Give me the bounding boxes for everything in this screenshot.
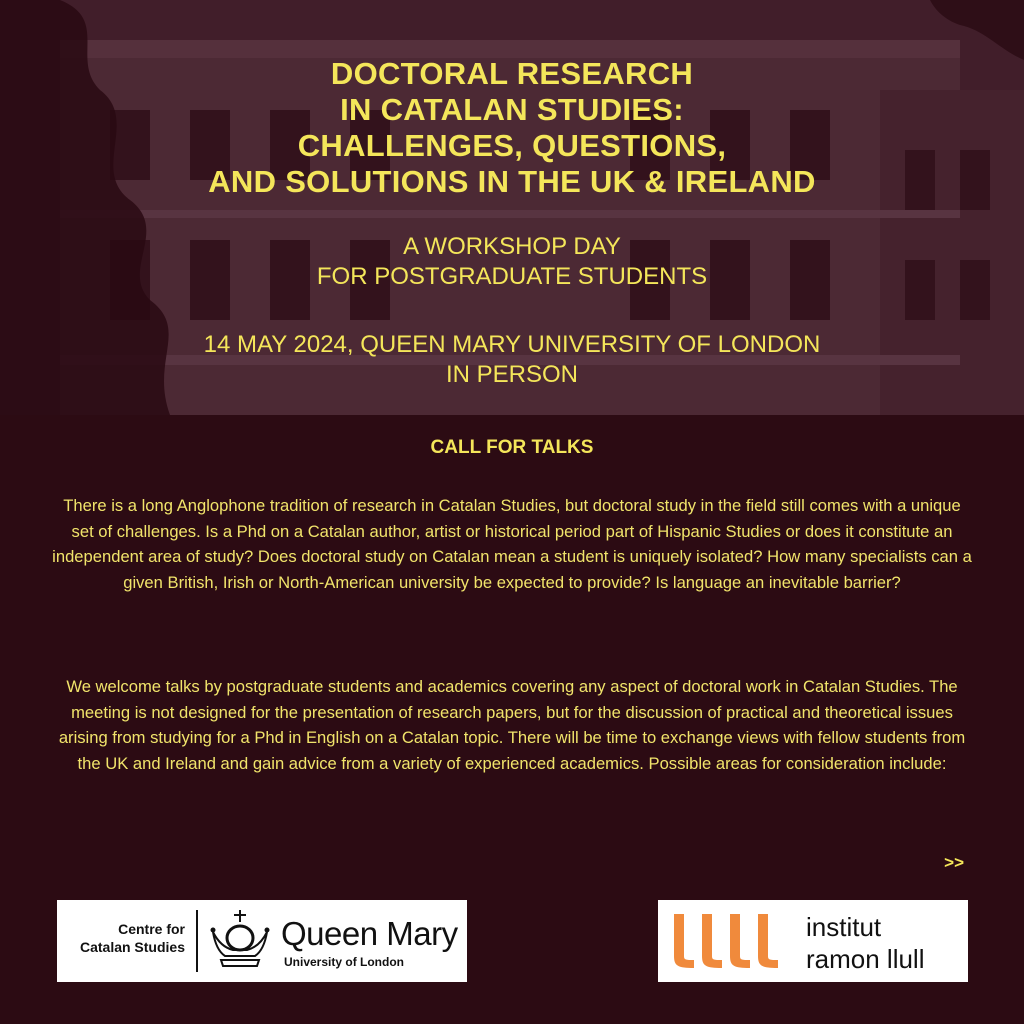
llll-mark-icon [672,912,792,970]
queen-mary-logo [57,900,467,982]
invitation-paragraph: We welcome talks by postgraduate students and academics covering any aspect of doctoral work in Catalan Studies. The meeting is not designed for the presentation of research papers, but for the discussion of practical and theoretical issues arising from studying for a Phd in English on a Catalan topic. There will be time to exchange views with fellow students from the UK and Ireland and gain advice from a variety of experienced academics. Possible areas for consideration include: [58,677,966,773]
title-line: CHALLENGES, QUESTIONS, [297,128,727,163]
continue-marker: >> [944,853,964,872]
centre-line: Centre for [118,921,185,937]
subtitle-line: FOR POSTGRADUATE STUDENTS [316,263,708,290]
event-subtitle [112,232,912,292]
section-heading: CALL FOR TALKS [430,437,594,458]
title-line: IN CATALAN STUDIES: [340,92,684,127]
logo-divider [196,910,198,972]
title-line: DOCTORAL RESEARCH [330,56,694,91]
university-name: Queen Mary [281,915,458,952]
centre-name [57,920,185,956]
event-date-location [62,330,962,390]
ramon-llull-line: ramon llull [806,944,925,974]
date-line: 14 MAY 2024, QUEEN MARY UNIVERSITY OF LONDON [203,331,821,358]
title-line: AND SOLUTIONS IN THE UK & IRELAND [208,164,816,199]
subtitle-line: A WORKSHOP DAY [403,233,621,260]
institut-line: institut [806,912,882,942]
university-subtitle: University of London [284,955,404,969]
centre-line: Catalan Studies [79,939,185,955]
page-title [112,56,912,200]
date-line: IN PERSON [445,361,579,388]
crown-crest-icon [207,908,273,970]
institut-ramon-llull-logo [658,900,968,982]
hero-photo [0,0,1024,415]
intro-paragraph: There is a long Anglophone tradition of research in Catalan Studies, but doctoral study in the field still comes with a unique set of challenges. Is a Phd on a Catalan author, artist or historical period part of Hispanic Studies or does it constitute an independent area of study? Does doctoral study on Catalan mean a student is uniquely isolated? How many specialists can a given British, Irish or North-American university be expected to provide? Is language an inevitable barrier? [52,496,972,592]
